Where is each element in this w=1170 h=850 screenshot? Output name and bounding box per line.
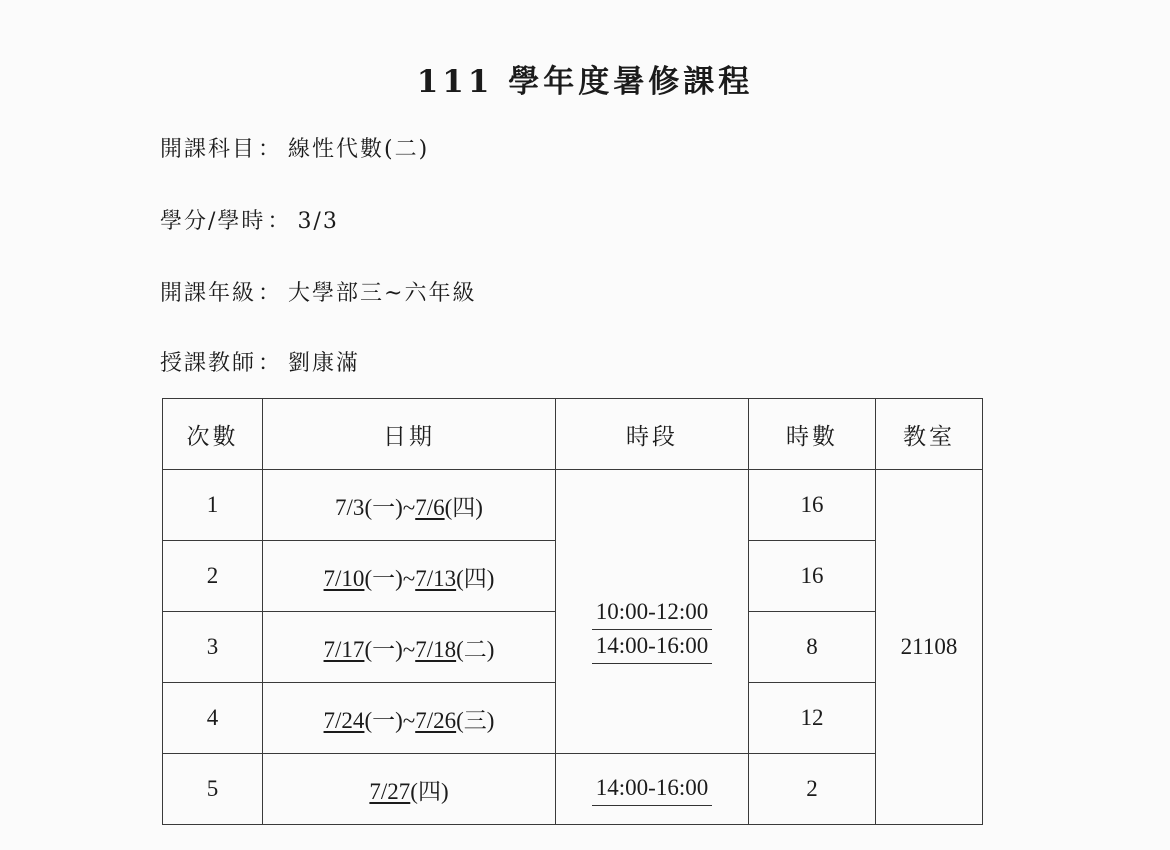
date-start: 7/17 (323, 636, 365, 662)
time-slot-afternoon: 14:00-16:00 (592, 630, 712, 664)
subject-value: 線性代數(二) (288, 137, 430, 162)
hours-cell: 8 (749, 612, 876, 683)
session-number: 3 (163, 612, 263, 683)
grade-value: 大學部三~六年級 (288, 281, 477, 306)
day-start: (一) (364, 494, 403, 520)
date-tilde: ~ (402, 636, 416, 662)
hours-cell: 12 (749, 683, 876, 754)
credits-separator: ： (267, 209, 292, 234)
hours-cell: 16 (749, 470, 876, 541)
day-start: (四) (410, 778, 449, 804)
subject-separator: ： (258, 137, 283, 162)
day-end: (四) (456, 565, 495, 591)
time-slot-last (556, 754, 749, 825)
teacher-value: 劉康滿 (288, 351, 361, 376)
session-number: 5 (163, 754, 263, 825)
date-end: 7/13 (415, 565, 457, 591)
info-subject (160, 132, 429, 163)
date-start: 7/24 (323, 707, 365, 733)
grade-label: 開課年級 (160, 281, 257, 306)
date-start: 7/10 (323, 565, 365, 591)
info-grade (160, 276, 476, 307)
time-slot-morning: 10:00-12:00 (592, 596, 712, 630)
time-slot-last-text: 14:00-16:00 (592, 772, 712, 806)
info-teacher (160, 346, 360, 377)
day-end: (二) (456, 636, 495, 662)
grade-separator: ： (258, 281, 283, 306)
credits-label: 學分/學時 (160, 209, 266, 234)
day-start: (一) (364, 636, 403, 662)
day-start: (一) (364, 707, 403, 733)
schedule-table (162, 398, 983, 825)
day-start: (一) (364, 565, 403, 591)
date-tilde: ~ (402, 707, 416, 733)
date-range (263, 541, 556, 612)
credits-value: 3/3 (297, 209, 339, 234)
header-room: 教室 (876, 399, 983, 470)
date-range (263, 754, 556, 825)
room-cell: 21108 (876, 470, 983, 825)
session-number: 2 (163, 541, 263, 612)
header-hours: 時數 (749, 399, 876, 470)
date-end: 7/6 (415, 494, 445, 520)
subject-label: 開課科目 (160, 137, 257, 162)
session-number: 1 (163, 470, 263, 541)
table-row (163, 470, 983, 541)
date-end: 7/26 (415, 707, 457, 733)
date-start: 7/3 (335, 494, 365, 520)
date-range (263, 683, 556, 754)
date-tilde: ~ (402, 565, 416, 591)
teacher-separator: ： (258, 351, 283, 376)
date-range (263, 470, 556, 541)
table-row (163, 754, 983, 825)
teacher-label: 授課教師 (160, 351, 257, 376)
header-date: 日期 (263, 399, 556, 470)
header-session: 次數 (163, 399, 263, 470)
header-time-slot: 時段 (556, 399, 749, 470)
day-end: (四) (444, 494, 483, 520)
hours-cell: 16 (749, 541, 876, 612)
hours-cell: 2 (749, 754, 876, 825)
page-title: 111 學年度暑修課程 (416, 64, 754, 100)
day-end: (三) (456, 707, 495, 733)
date-end: 7/18 (415, 636, 457, 662)
time-slot-main (556, 470, 749, 754)
info-credits (160, 204, 339, 235)
session-number: 4 (163, 683, 263, 754)
date-tilde: ~ (402, 494, 416, 520)
date-start: 7/27 (369, 778, 411, 804)
date-range (263, 612, 556, 683)
table-header-row (163, 399, 983, 470)
